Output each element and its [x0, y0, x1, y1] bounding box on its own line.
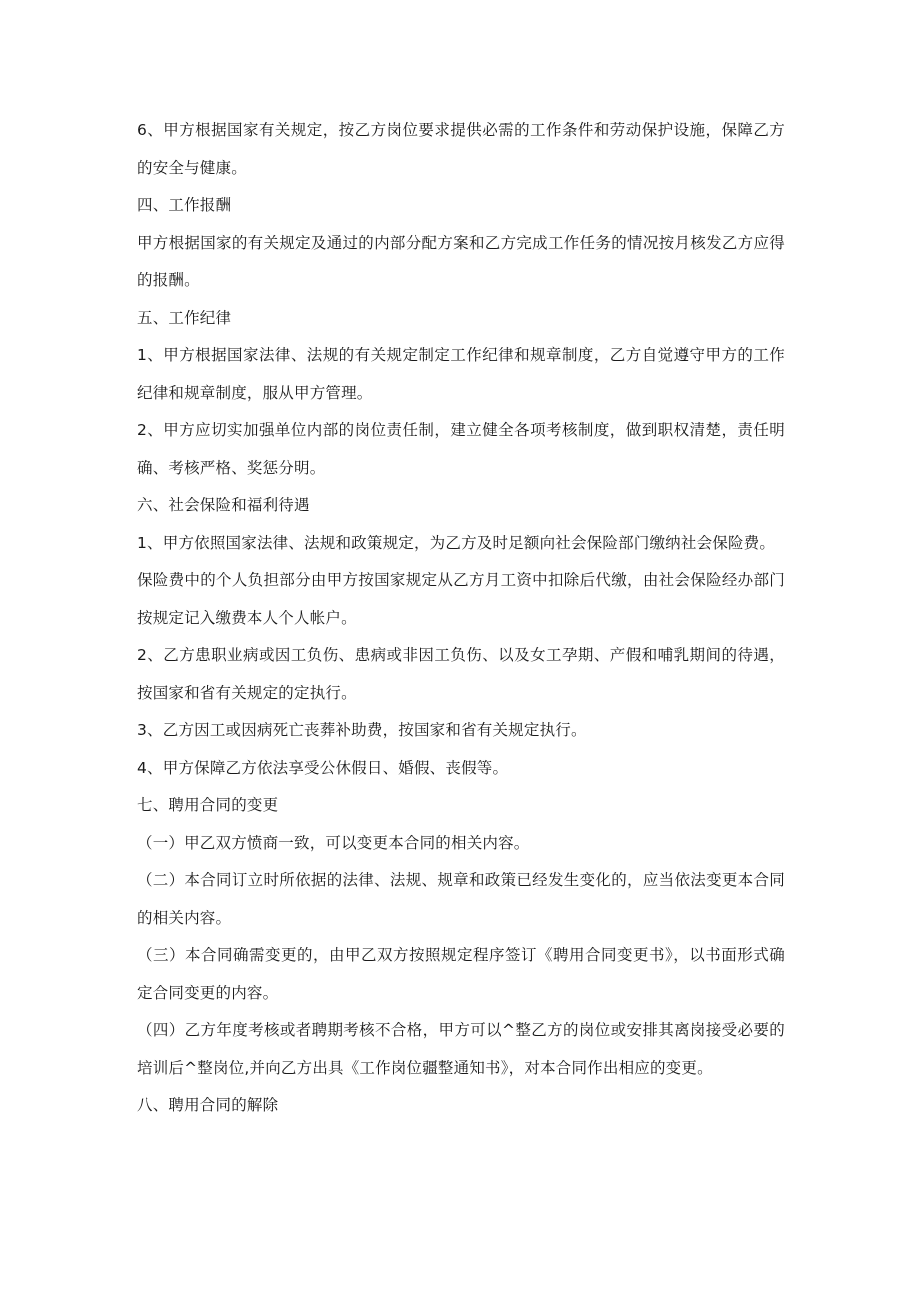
heading-work-discipline: 五、工作纪律 — [137, 308, 232, 327]
heading-contract-termination: 八、聘用合同的解除 — [137, 1096, 279, 1114]
paragraph-insurance-4: 4、甲方保障乙方依法享受公休假日、婚假、丧假等。 — [137, 758, 509, 777]
paragraph-insurance-3: 3、乙方因工或因病死亡丧葬补助费，按国家和省有关规定执行。 — [137, 721, 587, 739]
heading-contract-change: 七、聘用合同的变更 — [137, 796, 279, 814]
paragraph-insurance-personal: 保险费中的个人负担部分由甲方按国家规定从乙方月工资中扣除后代缴，由社会保险经办部门按规定记入缴费本人个人帐户。 — [137, 571, 785, 627]
paragraph-insurance-2: 2、乙方患职业病或因工负伤、患病或非因工负伤、以及女工孕期、产假和哺乳期间的待遇，按国家和省有关规定的定执行。 — [137, 646, 785, 702]
paragraph-change-4: （四）乙方年度考核或者聘期考核不合格，甲方可以^整乙方的岗位或安排其离岗接受必要的培训后^整岗位,并向乙方出具《工作岗位疆整通知书》，对本合同作出相应的变更。 — [137, 1021, 785, 1077]
paragraph-change-1: （一）甲乙双方愤商一致，可以变更本合同的相关内容。 — [137, 833, 530, 852]
paragraph-discipline-1: 1、甲方根据国家法律、法规的有关规定制定工作纪律和规章制度，乙方自觉遵守甲方的工作纪律和规章制度，服从甲方管理。 — [137, 346, 785, 402]
document-body — [137, 112, 785, 1125]
paragraph-change-2: （二）本合同订立时所依据的法律、法规、规章和政策已经发生变化的，应当依法变更本合同的相关内容。 — [137, 871, 785, 927]
paragraph-pay: 甲方根据国家的有关规定及通过的内部分配方案和乙方完成工作任务的情况按月核发乙方应得的报酬。 — [137, 233, 785, 289]
heading-work-pay: 四、工作报酬 — [137, 196, 232, 214]
paragraph-discipline-2: 2、甲方应切实加强单位内部的岗位责任制，建立健全各项考核制度，做到职权清楚，责任明确、考核严格、奖惩分明。 — [137, 421, 785, 477]
paragraph-change-3: （三）本合同确需变更的，由甲乙双方按照规定程序签订《聘用合同变更书》，以书面形式确定合同变更的内容。 — [137, 946, 785, 1002]
paragraph-6-safety: 6、甲方根据国家有关规定，按乙方岗位要求提供必需的工作条件和劳动保护设施，保障乙方的安全与健康。 — [137, 121, 785, 177]
heading-social-insurance: 六、社会保险和福利待遇 — [137, 496, 310, 514]
paragraph-insurance-1: 1、甲方依照国家法律、法规和政策规定，为乙方及时足额向社会保险部门缴纳社会保险费。 — [137, 533, 776, 552]
